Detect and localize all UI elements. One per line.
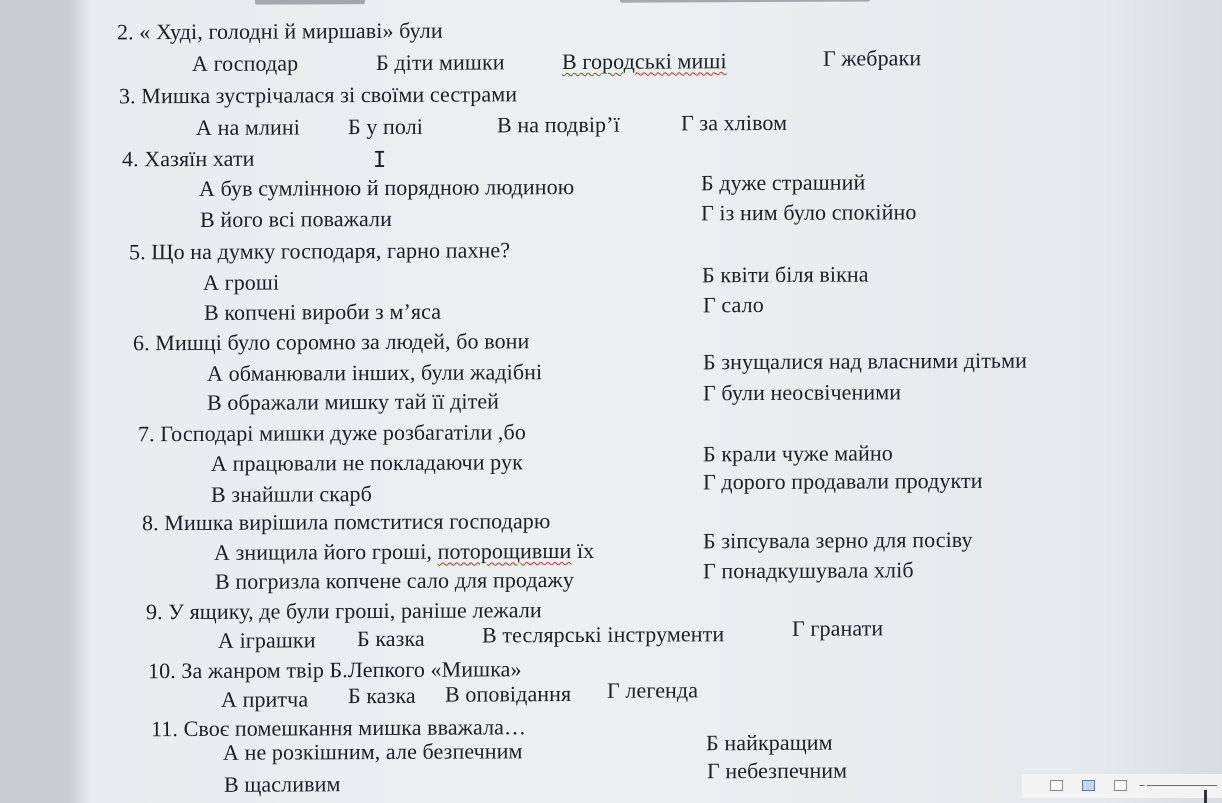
option-v: В оповідання (445, 681, 572, 707)
question-6: 6. Мишці було соромно за людей, бо вони (133, 328, 530, 356)
option-v: В його всі поважали (200, 205, 393, 232)
question-9: 9. У ящику, де були гроші, раніше лежали (146, 597, 542, 625)
option-g: Г сало (703, 292, 764, 318)
option-g: Г були неосвіченими (703, 379, 902, 406)
print-layout-icon[interactable] (1050, 780, 1063, 791)
status-bar (1022, 774, 1222, 798)
option-v: В ображали мишку тай її дітей (207, 388, 500, 415)
option-b: Б крали чуже майно (703, 440, 893, 467)
option-g: Г дорого продавали продукти (703, 467, 983, 495)
question-5: 5. Що на думку господаря, гарно пахне? (129, 237, 511, 265)
option-b: Б казка (348, 682, 416, 709)
cut-off-text (620, 0, 870, 3)
option-g: Г гранати (792, 615, 884, 641)
option-b: Б знущалися над власними дітьми (703, 347, 1027, 375)
option-b: Б у полі (348, 113, 424, 140)
option-v: В на подвір’ї (497, 111, 620, 138)
reading-view-icon[interactable] (1082, 780, 1095, 791)
option-a: А іграшки (218, 627, 316, 653)
web-layout-icon[interactable] (1114, 780, 1127, 791)
zoom-slider[interactable] (1147, 785, 1217, 786)
option-a: А обманювали інших, були жадібні (207, 359, 543, 386)
option-b: Б діти мишки (376, 49, 505, 76)
option-a: А не розкішним, але безпечним (223, 738, 523, 765)
option-b: Б найкращим (706, 729, 833, 756)
option-v: В щасливим (224, 771, 341, 797)
zoom-slider-thumb[interactable] (1204, 790, 1207, 803)
option-a: А господар (192, 50, 299, 76)
zoom-out-button[interactable]: – (1139, 778, 1145, 792)
question-11: 11. Своє помешкання мишка вважала… (151, 714, 527, 742)
option-g: Г понадкушувала хліб (703, 557, 914, 584)
question-4: 4. Хазяїн хати (122, 145, 255, 172)
option-v: В городські миші (562, 48, 727, 75)
option-a: А гроші (203, 269, 280, 295)
option-b: Б дуже страшний (701, 169, 866, 196)
option-v: В погризла копчене сало для продажу (215, 566, 574, 594)
option-v: В знайшли скарб (211, 481, 372, 507)
option-a (214, 538, 594, 566)
option-b: Б квіти біля вікна (702, 261, 869, 288)
option-a-suffix: їх (571, 537, 595, 564)
option-g: Г жебраки (823, 45, 922, 71)
option-b: Б казка (357, 625, 425, 652)
option-a: А притча (221, 686, 309, 712)
option-a: А працювали не покладаючи рук (211, 449, 523, 476)
option-g: Г легенда (607, 677, 699, 703)
question-2: 2. « Худі, голодні й миршаві» були (117, 17, 443, 45)
option-b: Б зіпсувала зерно для посіву (703, 526, 973, 554)
option-v: В копчені вироби з м’яса (204, 298, 442, 325)
text-cursor: I (373, 147, 387, 174)
question-7: 7. Господарі мишки дуже розбагатіли ,бо (138, 419, 526, 447)
option-g: Г небезпечним (707, 757, 848, 784)
option-a: А був сумлінною й порядною людиною (199, 173, 575, 201)
option-a: А на млині (196, 114, 300, 140)
question-3: 3. Мишка зустрічалася зі своїми сестрами (119, 81, 518, 109)
option-a-prefix: А знищила його гроші, (214, 538, 438, 565)
question-8: 8. Мишка вирішила помститися господарю (142, 508, 551, 536)
option-v: В теслярські інструменти (482, 621, 725, 648)
cut-off-text (255, 0, 365, 5)
option-g: Г за хлівом (681, 109, 788, 136)
option-g: Г із ним було спокійно (701, 199, 917, 226)
question-10: 10. За жанром твір Б.Лепкого «Мишка» (148, 656, 522, 684)
option-a-squiggle: поторощивши (437, 538, 572, 564)
